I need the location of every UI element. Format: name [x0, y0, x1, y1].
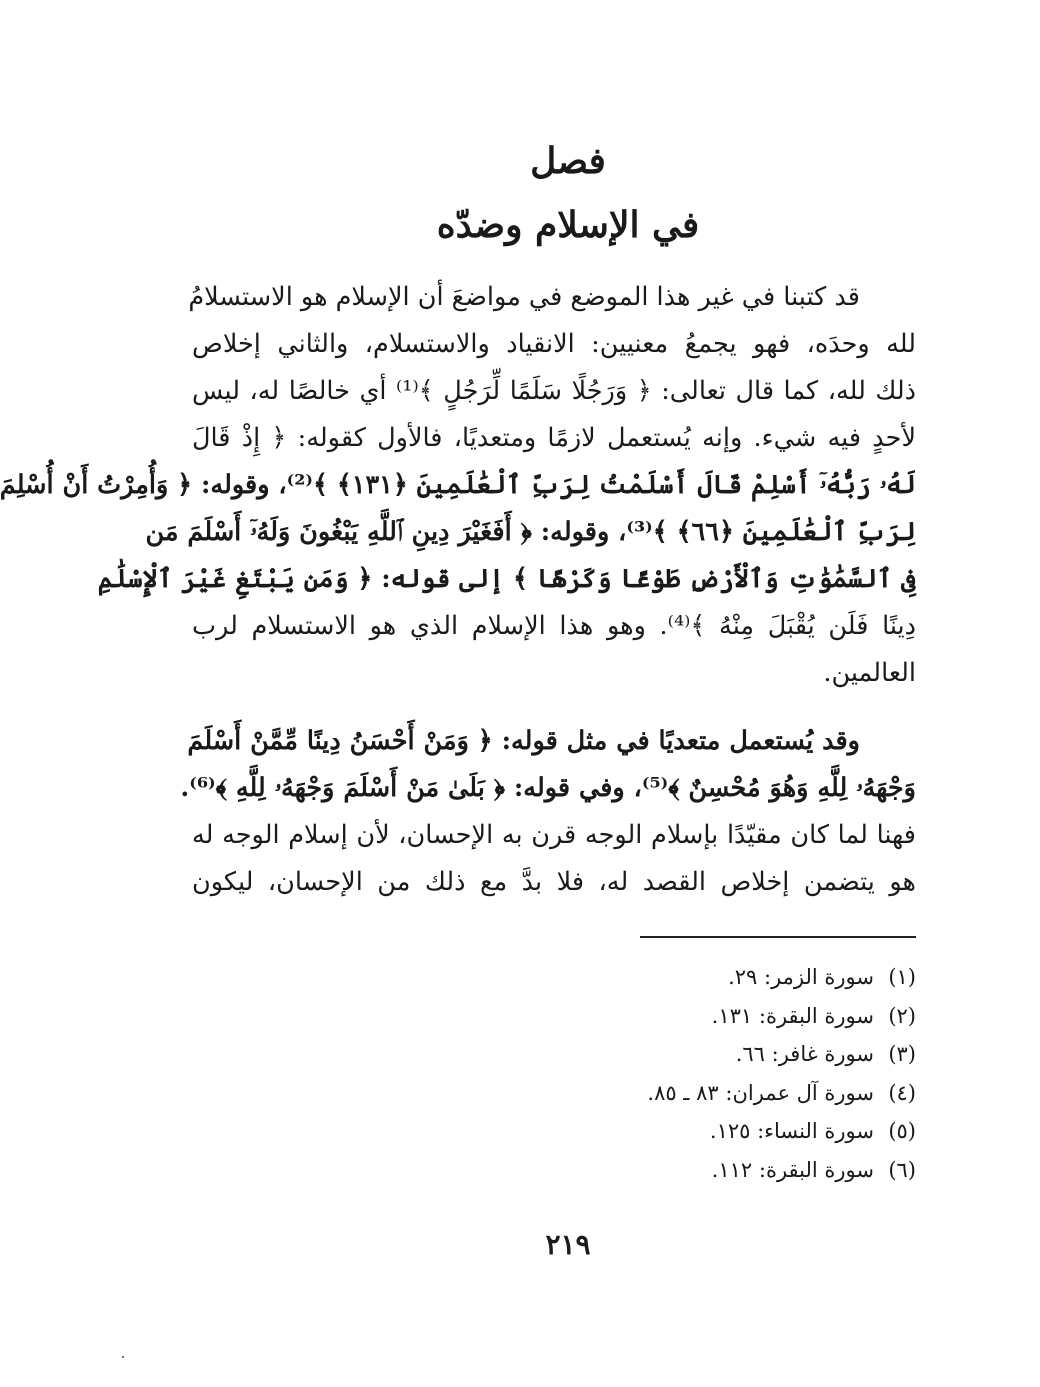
footnote-text: سورة النساء: ١٢٥.	[709, 1119, 874, 1143]
footnote-number: (٣)	[888, 1042, 916, 1066]
footnote-number: (١)	[888, 965, 916, 989]
paragraph-line: ذلك لله، كما قال تعالى: ﴿ وَرَجُلًا سَلَمًا لِّرَجُلٍ ﴾⁽¹⁾ أي خالصًا له، ليس	[192, 376, 917, 406]
chapter-label: فصل	[530, 140, 606, 182]
paragraph-line: فهنا لما كان مقيّدًا بإسلام الوجه قرن به الإحسان، لأن إسلام الوجه له	[192, 820, 916, 850]
paragraph-line: هو يتضمن إخلاص القصد له، فلا بدَّ مع ذلك من الإحسان، ليكون	[192, 867, 916, 897]
footnote-text: سورة البقرة: ١١٢.	[711, 1157, 874, 1182]
paragraph-1	[0, 274, 917, 697]
paragraph-line: لِرَبِّ ٱلْعَٰلَمِينَ ﴿٦٦﴾ ﴾⁽³⁾، وقوله: ﴿ أَفَغَيْرَ دِينِ ٱللَّهِ يَبْغُونَ وَلَهُۥٓ أَسْلَمَ مَن	[145, 517, 916, 547]
paragraph-line: فِى ٱلسَّمَٰوَٰتِ وَٱلْأَرْضِ طَوْعًا وَكَرْهًا ﴾ إلى قوله: ﴿ وَمَن يَبْتَغِ غَيْرَ ٱلْإِسْلَٰمِ	[97, 564, 916, 594]
footnotes	[416, 958, 916, 1189]
paragraph-line: وَجْهَهُۥ لِلَّهِ وَهُوَ مُحْسِنٌ ﴾⁽⁵⁾، وفي قوله: ﴿ بَلَىٰ مَنْ أَسْلَمَ وَجْهَهُۥ لِلَّهِ ﴾⁽⁶⁾.	[180, 773, 916, 803]
footnote	[416, 958, 916, 997]
footnote	[416, 1035, 916, 1074]
scan-speck	[122, 1356, 124, 1358]
paragraph-line: لأحدٍ فيه شيء. وإنه يُستعمل لازمًا ومتعديًا، فالأول كقوله: ﴿ إِذْ قَالَ	[192, 423, 916, 453]
paragraph-line: وقد يُستعمل متعديًا في مثل قوله: ﴿ وَمَنْ أَحْسَنُ دِينًا مِّمَّنْ أَسْلَمَ	[187, 726, 860, 756]
footnote-number: (٥)	[888, 1119, 916, 1143]
paragraph-line: قد كتبنا في غير هذا الموضع في مواضعَ أن الإسلام هو الاستسلامُ	[188, 282, 860, 312]
footnote	[416, 1074, 916, 1113]
footnote-number: (٦)	[888, 1157, 916, 1182]
paragraph-line: العالمين.	[823, 658, 916, 688]
footnote-number: (٤)	[888, 1080, 916, 1105]
footnote	[416, 997, 916, 1036]
footnote	[416, 1112, 916, 1151]
paragraph-line: لَهُۥ رَبُّهُۥٓ أَسْلِمْ قَالَ أَسْلَمْتُ لِرَبِّ ٱلْعَٰلَمِينَ ﴿١٣١﴾ ﴾⁽²⁾، وقوله: ﴿ وَأُمِرْتُ أَنْ أُسْلِمَ	[0, 470, 916, 500]
footnote-text: سورة الزمر: ٢٩.	[728, 965, 874, 989]
footnote	[416, 1151, 916, 1190]
footnote-text: سورة غافر: ٦٦.	[735, 1042, 874, 1066]
paragraph-line: لله وحدَه، فهو يجمعُ معنيين: الانقياد والاستسلام، والثاني إخلاص	[192, 329, 916, 359]
footnote-divider	[640, 936, 916, 938]
footnote-text: سورة البقرة: ١٣١.	[711, 1003, 874, 1028]
paragraph-2	[180, 718, 916, 906]
page-number: ٢١٩	[545, 1228, 591, 1261]
footnote-number: (٢)	[888, 1003, 916, 1028]
footnote-text: سورة آل عمران: ٨٣ ـ ٨٥.	[647, 1080, 874, 1105]
paragraph-line: دِينًا فَلَن يُقْبَلَ مِنْهُ ﴾⁽⁴⁾. وهو هذا الإسلام الذي هو الاستسلام لرب	[192, 611, 916, 641]
chapter-title: في الإسلام وضدّه	[436, 204, 700, 246]
